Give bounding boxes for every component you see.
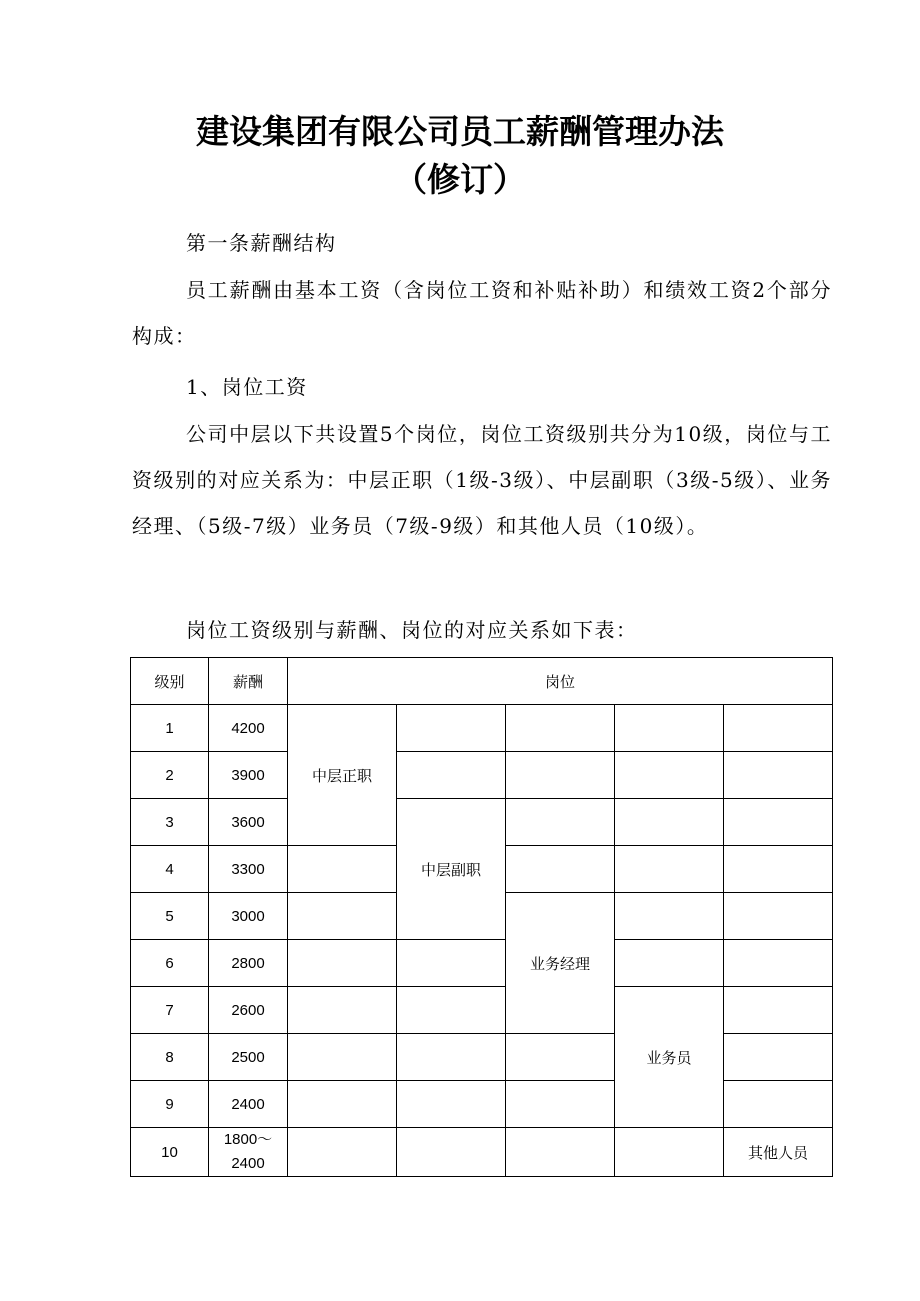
empty-cell <box>506 1034 615 1081</box>
table-row <box>131 1034 833 1081</box>
level-cell: 7 <box>131 987 209 1034</box>
empty-cell <box>506 1081 615 1128</box>
empty-cell <box>724 846 833 893</box>
position-business-manager: 业务经理 <box>506 893 615 1034</box>
empty-cell <box>506 1128 615 1177</box>
salary-range-start: 1800～ <box>223 1131 273 1148</box>
level-cell: 1 <box>131 705 209 752</box>
table-row <box>131 705 833 752</box>
salary-cell: 3600 <box>209 799 288 846</box>
empty-cell <box>615 893 724 940</box>
empty-cell <box>288 1034 397 1081</box>
header-level: 级别 <box>131 658 209 705</box>
document-title: 建设集团有限公司员工薪酬管理办法 <box>196 112 724 151</box>
position-middle-deputy: 中层副职 <box>397 799 506 940</box>
level-cell: 6 <box>131 940 209 987</box>
empty-cell <box>288 940 397 987</box>
level-cell: 2 <box>131 752 209 799</box>
empty-cell <box>724 1081 833 1128</box>
empty-cell <box>397 1034 506 1081</box>
empty-cell <box>724 987 833 1034</box>
empty-cell <box>724 799 833 846</box>
salary-cell: 3900 <box>209 752 288 799</box>
header-salary: 薪酬 <box>209 658 288 705</box>
salary-cell: 2600 <box>209 987 288 1034</box>
level-cell: 9 <box>131 1081 209 1128</box>
salary-cell: 2400 <box>209 1081 288 1128</box>
subsection-heading: 1、岗位工资 <box>186 375 308 399</box>
salary-table <box>130 657 833 1177</box>
table-row <box>131 799 833 846</box>
empty-cell <box>724 752 833 799</box>
empty-cell <box>288 893 397 940</box>
level-cell: 10 <box>131 1128 209 1177</box>
empty-cell <box>288 1128 397 1177</box>
salary-cell: 3000 <box>209 893 288 940</box>
empty-cell <box>615 846 724 893</box>
paragraph-positions: 公司中层以下共设置5个岗位，岗位工资级别共分为10级，岗位与工资级别的对应关系为：中层正职（1级-3级）、中层副职（3级-5级）、业务经理、（5级-7级）业务员（7级-9级）和其他人员（10级）。 <box>132 422 832 538</box>
empty-cell <box>615 752 724 799</box>
empty-cell <box>615 705 724 752</box>
salary-cell <box>209 1128 288 1177</box>
salary-range-end: 2400 <box>231 1155 265 1172</box>
table-row <box>131 987 833 1034</box>
empty-cell <box>397 1128 506 1177</box>
empty-cell <box>724 1034 833 1081</box>
position-middle-chief: 中层正职 <box>288 705 397 846</box>
salary-cell: 4200 <box>209 705 288 752</box>
empty-cell <box>506 752 615 799</box>
header-position: 岗位 <box>288 658 833 705</box>
salary-cell: 3300 <box>209 846 288 893</box>
table-row <box>131 940 833 987</box>
empty-cell <box>506 705 615 752</box>
empty-cell <box>615 940 724 987</box>
table-row <box>131 1128 833 1177</box>
empty-cell <box>288 987 397 1034</box>
empty-cell <box>288 1081 397 1128</box>
level-cell: 8 <box>131 1034 209 1081</box>
empty-cell <box>724 893 833 940</box>
empty-cell <box>506 846 615 893</box>
table-header-row <box>131 658 833 705</box>
empty-cell <box>397 987 506 1034</box>
empty-cell <box>506 799 615 846</box>
empty-cell <box>397 1081 506 1128</box>
document-subtitle: （修订） <box>394 160 526 199</box>
empty-cell <box>615 799 724 846</box>
position-salesperson: 业务员 <box>615 987 724 1128</box>
empty-cell <box>615 1128 724 1177</box>
empty-cell <box>724 705 833 752</box>
salary-cell: 2800 <box>209 940 288 987</box>
table-row <box>131 1081 833 1128</box>
table-caption: 岗位工资级别与薪酬、岗位的对应关系如下表： <box>186 618 638 642</box>
empty-cell <box>397 705 506 752</box>
empty-cell <box>288 846 397 893</box>
empty-cell <box>724 940 833 987</box>
level-cell: 5 <box>131 893 209 940</box>
section-heading: 第一条薪酬结构 <box>186 231 337 255</box>
empty-cell <box>397 940 506 987</box>
level-cell: 3 <box>131 799 209 846</box>
level-cell: 4 <box>131 846 209 893</box>
salary-cell: 2500 <box>209 1034 288 1081</box>
position-others: 其他人员 <box>724 1128 833 1177</box>
empty-cell <box>397 752 506 799</box>
table-row <box>131 752 833 799</box>
paragraph-structure: 员工薪酬由基本工资（含岗位工资和补贴补助）和绩效工资2个部分构成： <box>132 278 832 348</box>
